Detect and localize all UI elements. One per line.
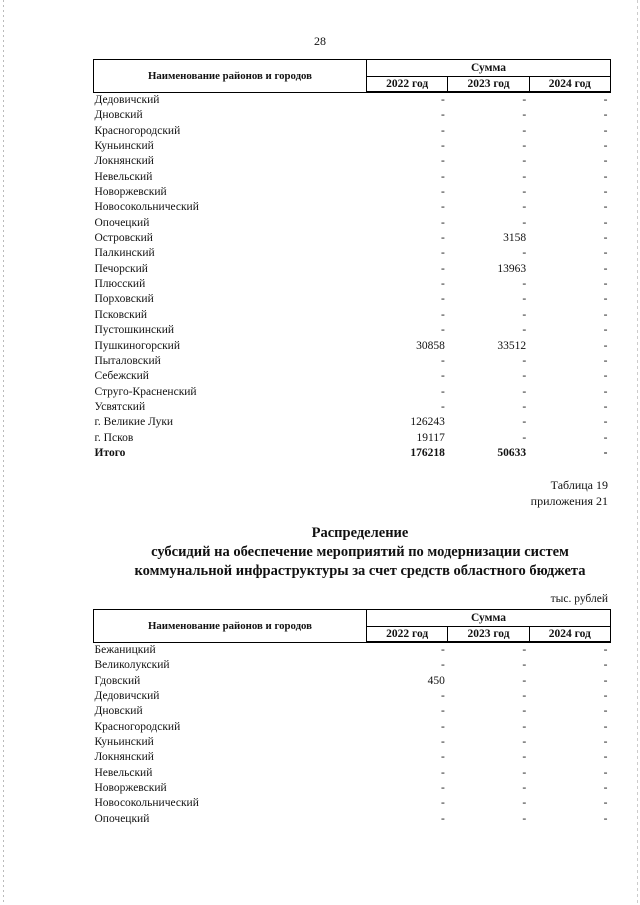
amount-cell-2024: -	[603, 216, 608, 229]
amount-cell-2023: -	[522, 186, 527, 199]
district-name-cell: Дновский	[94, 109, 143, 122]
amount-cell-2024: -	[603, 690, 608, 703]
amount-cell-2022: -	[440, 705, 445, 718]
amount-cell-2023: -	[522, 644, 527, 656]
district-name-cell: Опочецкий	[94, 812, 150, 825]
amount-cell-2022: -	[440, 308, 445, 321]
amount-cell-2024: -	[603, 109, 608, 122]
amount-cell-2022: 126243	[410, 416, 445, 429]
amount-cell-2022: -	[440, 644, 445, 656]
table-row	[94, 154, 611, 169]
units-label: тыс. рублей	[550, 593, 608, 605]
amount-cell-2023: -	[522, 705, 527, 718]
table-row	[94, 292, 611, 307]
district-name-cell: Струго-Красненский	[94, 385, 197, 398]
table-row	[94, 246, 611, 261]
amount-cell-2024: -	[603, 293, 608, 306]
column-header-year-2023: 2023 год	[448, 627, 529, 643]
amount-cell-2023: -	[522, 400, 527, 413]
district-name-cell: Куньинский	[94, 140, 154, 153]
amount-cell-2024: -	[603, 170, 608, 183]
table-row	[94, 642, 611, 658]
section-heading-line-3: коммунальной инфраструктуры за счет средств областного бюджета	[134, 563, 586, 579]
district-name-cell: Невельский	[94, 170, 153, 183]
amount-cell-2023: -	[522, 354, 527, 367]
section-heading-line-1: Распределение	[311, 525, 409, 541]
subsidy-table-continued	[93, 59, 611, 461]
amount-cell-2023: -	[522, 170, 527, 183]
amount-cell-2024: -	[603, 644, 608, 656]
column-header-year-2024: 2024 год	[529, 627, 610, 643]
district-name-cell: Красногородский	[94, 124, 181, 137]
column-header-year-2023: 2023 год	[448, 77, 529, 93]
amount-cell-2022: -	[440, 140, 445, 153]
district-name-cell: Дедовичский	[94, 690, 160, 703]
table-row	[94, 277, 611, 292]
table-row	[94, 750, 611, 765]
scan-edge-left	[3, 0, 4, 905]
amount-cell-2022: -	[440, 186, 445, 199]
column-header-sum: Сумма	[367, 60, 611, 77]
amount-cell-2023: -	[522, 690, 527, 703]
amount-cell-2022: -	[440, 354, 445, 367]
amount-cell-2022: 176218	[410, 446, 445, 459]
amount-cell-2024: -	[603, 751, 608, 764]
amount-cell-2023: -	[522, 797, 527, 810]
table-row	[94, 108, 611, 123]
table-row	[94, 689, 611, 704]
district-name-cell: Красногородский	[94, 720, 181, 733]
table-row	[94, 766, 611, 781]
amount-cell-2024: -	[603, 720, 608, 733]
amount-cell-2022: -	[440, 797, 445, 810]
column-header-year-2022: 2022 год	[367, 627, 448, 643]
district-name-cell: Дедовичский	[94, 93, 160, 106]
table-row	[94, 658, 611, 673]
district-name-cell: Печорский	[94, 262, 148, 275]
amount-cell-2022: 450	[427, 674, 445, 687]
amount-cell-2024: -	[603, 262, 608, 275]
subsidy-table-19	[93, 609, 611, 827]
table-row	[94, 415, 611, 430]
amount-cell-2024: -	[603, 812, 608, 825]
table-row	[94, 92, 611, 108]
column-header-name: Наименование районов и городов	[94, 60, 367, 93]
table-row	[94, 781, 611, 796]
amount-cell-2024: -	[603, 354, 608, 367]
table-row	[94, 185, 611, 200]
amount-cell-2024: -	[603, 416, 608, 429]
district-name-cell: Палкинский	[94, 247, 155, 260]
section-heading-line-2: субсидий на обеспечение мероприятий по модернизации систем	[151, 544, 569, 560]
table-row	[94, 216, 611, 231]
column-header-sum: Сумма	[367, 610, 611, 627]
district-name-cell: Усвятский	[94, 400, 146, 413]
district-name-cell: Новосокольнический	[94, 201, 199, 214]
district-name-cell: Новосокольнический	[94, 797, 199, 810]
column-header-name: Наименование районов и городов	[94, 610, 367, 643]
amount-cell-2022: -	[440, 247, 445, 260]
amount-cell-2022: -	[440, 324, 445, 337]
table-row	[94, 139, 611, 154]
amount-cell-2023: -	[522, 216, 527, 229]
amount-cell-2022: -	[440, 293, 445, 306]
amount-cell-2023: 50633	[497, 446, 527, 459]
district-name-cell: Гдовский	[94, 674, 141, 687]
amount-cell-2022: -	[440, 690, 445, 703]
district-name-cell: Дновский	[94, 705, 143, 718]
district-name-cell: Псковский	[94, 308, 148, 321]
amount-cell-2022: -	[440, 94, 445, 106]
district-name-cell: Опочецкий	[94, 216, 150, 229]
amount-cell-2023: -	[522, 293, 527, 306]
amount-cell-2022: -	[440, 782, 445, 795]
amount-cell-2023: -	[522, 94, 527, 106]
amount-cell-2024: -	[603, 446, 608, 459]
district-name-cell: Островский	[94, 232, 153, 245]
amount-cell-2023: -	[522, 124, 527, 137]
district-name-cell: г. Великие Луки	[94, 416, 174, 429]
amount-cell-2024: -	[603, 324, 608, 337]
amount-cell-2022: -	[440, 736, 445, 749]
amount-cell-2024: -	[603, 659, 608, 672]
column-header-year-2022: 2022 год	[367, 77, 448, 93]
table-row	[94, 170, 611, 185]
table-row	[94, 735, 611, 750]
amount-cell-2024: -	[603, 201, 608, 214]
amount-cell-2024: -	[603, 674, 608, 687]
amount-cell-2023: -	[522, 782, 527, 795]
amount-cell-2022: -	[440, 216, 445, 229]
table-row	[94, 308, 611, 323]
district-name-cell: Локнянский	[94, 155, 154, 168]
amount-cell-2024: -	[603, 797, 608, 810]
amount-cell-2022: -	[440, 720, 445, 733]
amount-cell-2024: -	[603, 370, 608, 383]
district-name-cell: Пушкиногорский	[94, 339, 180, 352]
table-row	[94, 124, 611, 139]
column-header-year-2024: 2024 год	[529, 77, 610, 93]
amount-cell-2024: -	[603, 140, 608, 153]
amount-cell-2024: -	[603, 705, 608, 718]
table-row	[94, 369, 611, 384]
amount-cell-2023: -	[522, 385, 527, 398]
district-name-cell: Локнянский	[94, 751, 154, 764]
amount-cell-2022: -	[440, 278, 445, 291]
amount-cell-2024: -	[603, 400, 608, 413]
amount-cell-2024: -	[603, 766, 608, 779]
amount-cell-2022: -	[440, 109, 445, 122]
amount-cell-2023: -	[522, 370, 527, 383]
page-number: 28	[314, 34, 326, 48]
amount-cell-2022: -	[440, 124, 445, 137]
district-name-cell: Итого	[94, 446, 126, 459]
amount-cell-2023: -	[522, 109, 527, 122]
district-name-cell: Великолукский	[94, 659, 170, 672]
amount-cell-2024: -	[603, 186, 608, 199]
amount-cell-2024: -	[603, 339, 608, 352]
amount-cell-2024: -	[603, 155, 608, 168]
amount-cell-2022: -	[440, 766, 445, 779]
amount-cell-2023: -	[522, 324, 527, 337]
amount-cell-2023: 13963	[497, 262, 527, 275]
table-caption-number: Таблица 19	[550, 478, 608, 492]
amount-cell-2023: 33512	[497, 339, 527, 352]
total-row	[94, 446, 611, 461]
amount-cell-2023: -	[522, 201, 527, 214]
table-row	[94, 704, 611, 719]
amount-cell-2022: -	[440, 659, 445, 672]
amount-cell-2022: -	[440, 400, 445, 413]
table-row	[94, 231, 611, 246]
amount-cell-2022: -	[440, 201, 445, 214]
district-name-cell: Куньинский	[94, 736, 154, 749]
district-name-cell: Пыталовский	[94, 354, 161, 367]
amount-cell-2024: -	[603, 782, 608, 795]
amount-cell-2024: -	[603, 431, 608, 444]
amount-cell-2022: -	[440, 370, 445, 383]
amount-cell-2023: -	[522, 247, 527, 260]
amount-cell-2022: -	[440, 232, 445, 245]
amount-cell-2024: -	[603, 278, 608, 291]
amount-cell-2023: -	[522, 674, 527, 687]
table-row	[94, 812, 611, 827]
amount-cell-2023: -	[522, 736, 527, 749]
amount-cell-2022: -	[440, 385, 445, 398]
amount-cell-2023: -	[522, 308, 527, 321]
amount-cell-2022: 19117	[416, 431, 445, 444]
amount-cell-2024: -	[603, 232, 608, 245]
district-name-cell: Себежский	[94, 370, 149, 383]
table-row	[94, 674, 611, 689]
district-name-cell: Новоржевский	[94, 782, 167, 795]
amount-cell-2024: -	[603, 736, 608, 749]
district-name-cell: г. Псков	[94, 431, 134, 444]
amount-cell-2023: -	[522, 140, 527, 153]
table-caption-appendix: приложения 21	[530, 494, 608, 508]
table-row	[94, 385, 611, 400]
amount-cell-2022: -	[440, 812, 445, 825]
amount-cell-2023: -	[522, 766, 527, 779]
table-row	[94, 720, 611, 735]
scan-edge-right	[637, 0, 638, 905]
amount-cell-2023: 3158	[503, 232, 527, 245]
amount-cell-2022: -	[440, 751, 445, 764]
amount-cell-2023: -	[522, 751, 527, 764]
district-name-cell: Новоржевский	[94, 186, 167, 199]
amount-cell-2023: -	[522, 812, 527, 825]
district-name-cell: Пустошкинский	[94, 324, 175, 337]
district-name-cell: Плюсский	[94, 278, 146, 291]
table-row	[94, 262, 611, 277]
amount-cell-2022: -	[440, 155, 445, 168]
table-row	[94, 354, 611, 369]
district-name-cell: Порховский	[94, 293, 154, 306]
amount-cell-2023: -	[522, 278, 527, 291]
amount-cell-2024: -	[603, 308, 608, 321]
table-row	[94, 200, 611, 215]
amount-cell-2024: -	[603, 124, 608, 137]
amount-cell-2024: -	[603, 94, 608, 106]
table-row	[94, 323, 611, 338]
table-row	[94, 431, 611, 446]
amount-cell-2024: -	[603, 385, 608, 398]
amount-cell-2023: -	[522, 431, 527, 444]
table-row	[94, 400, 611, 415]
table-row	[94, 796, 611, 811]
amount-cell-2024: -	[603, 247, 608, 260]
district-name-cell: Невельский	[94, 766, 153, 779]
table-row	[94, 339, 611, 354]
amount-cell-2022: 30858	[416, 339, 445, 352]
district-name-cell: Бежаницкий	[94, 643, 156, 656]
amount-cell-2023: -	[522, 720, 527, 733]
amount-cell-2022: -	[440, 170, 445, 183]
amount-cell-2023: -	[522, 155, 527, 168]
amount-cell-2023: -	[522, 416, 527, 429]
amount-cell-2023: -	[522, 659, 527, 672]
amount-cell-2022: -	[440, 262, 445, 275]
